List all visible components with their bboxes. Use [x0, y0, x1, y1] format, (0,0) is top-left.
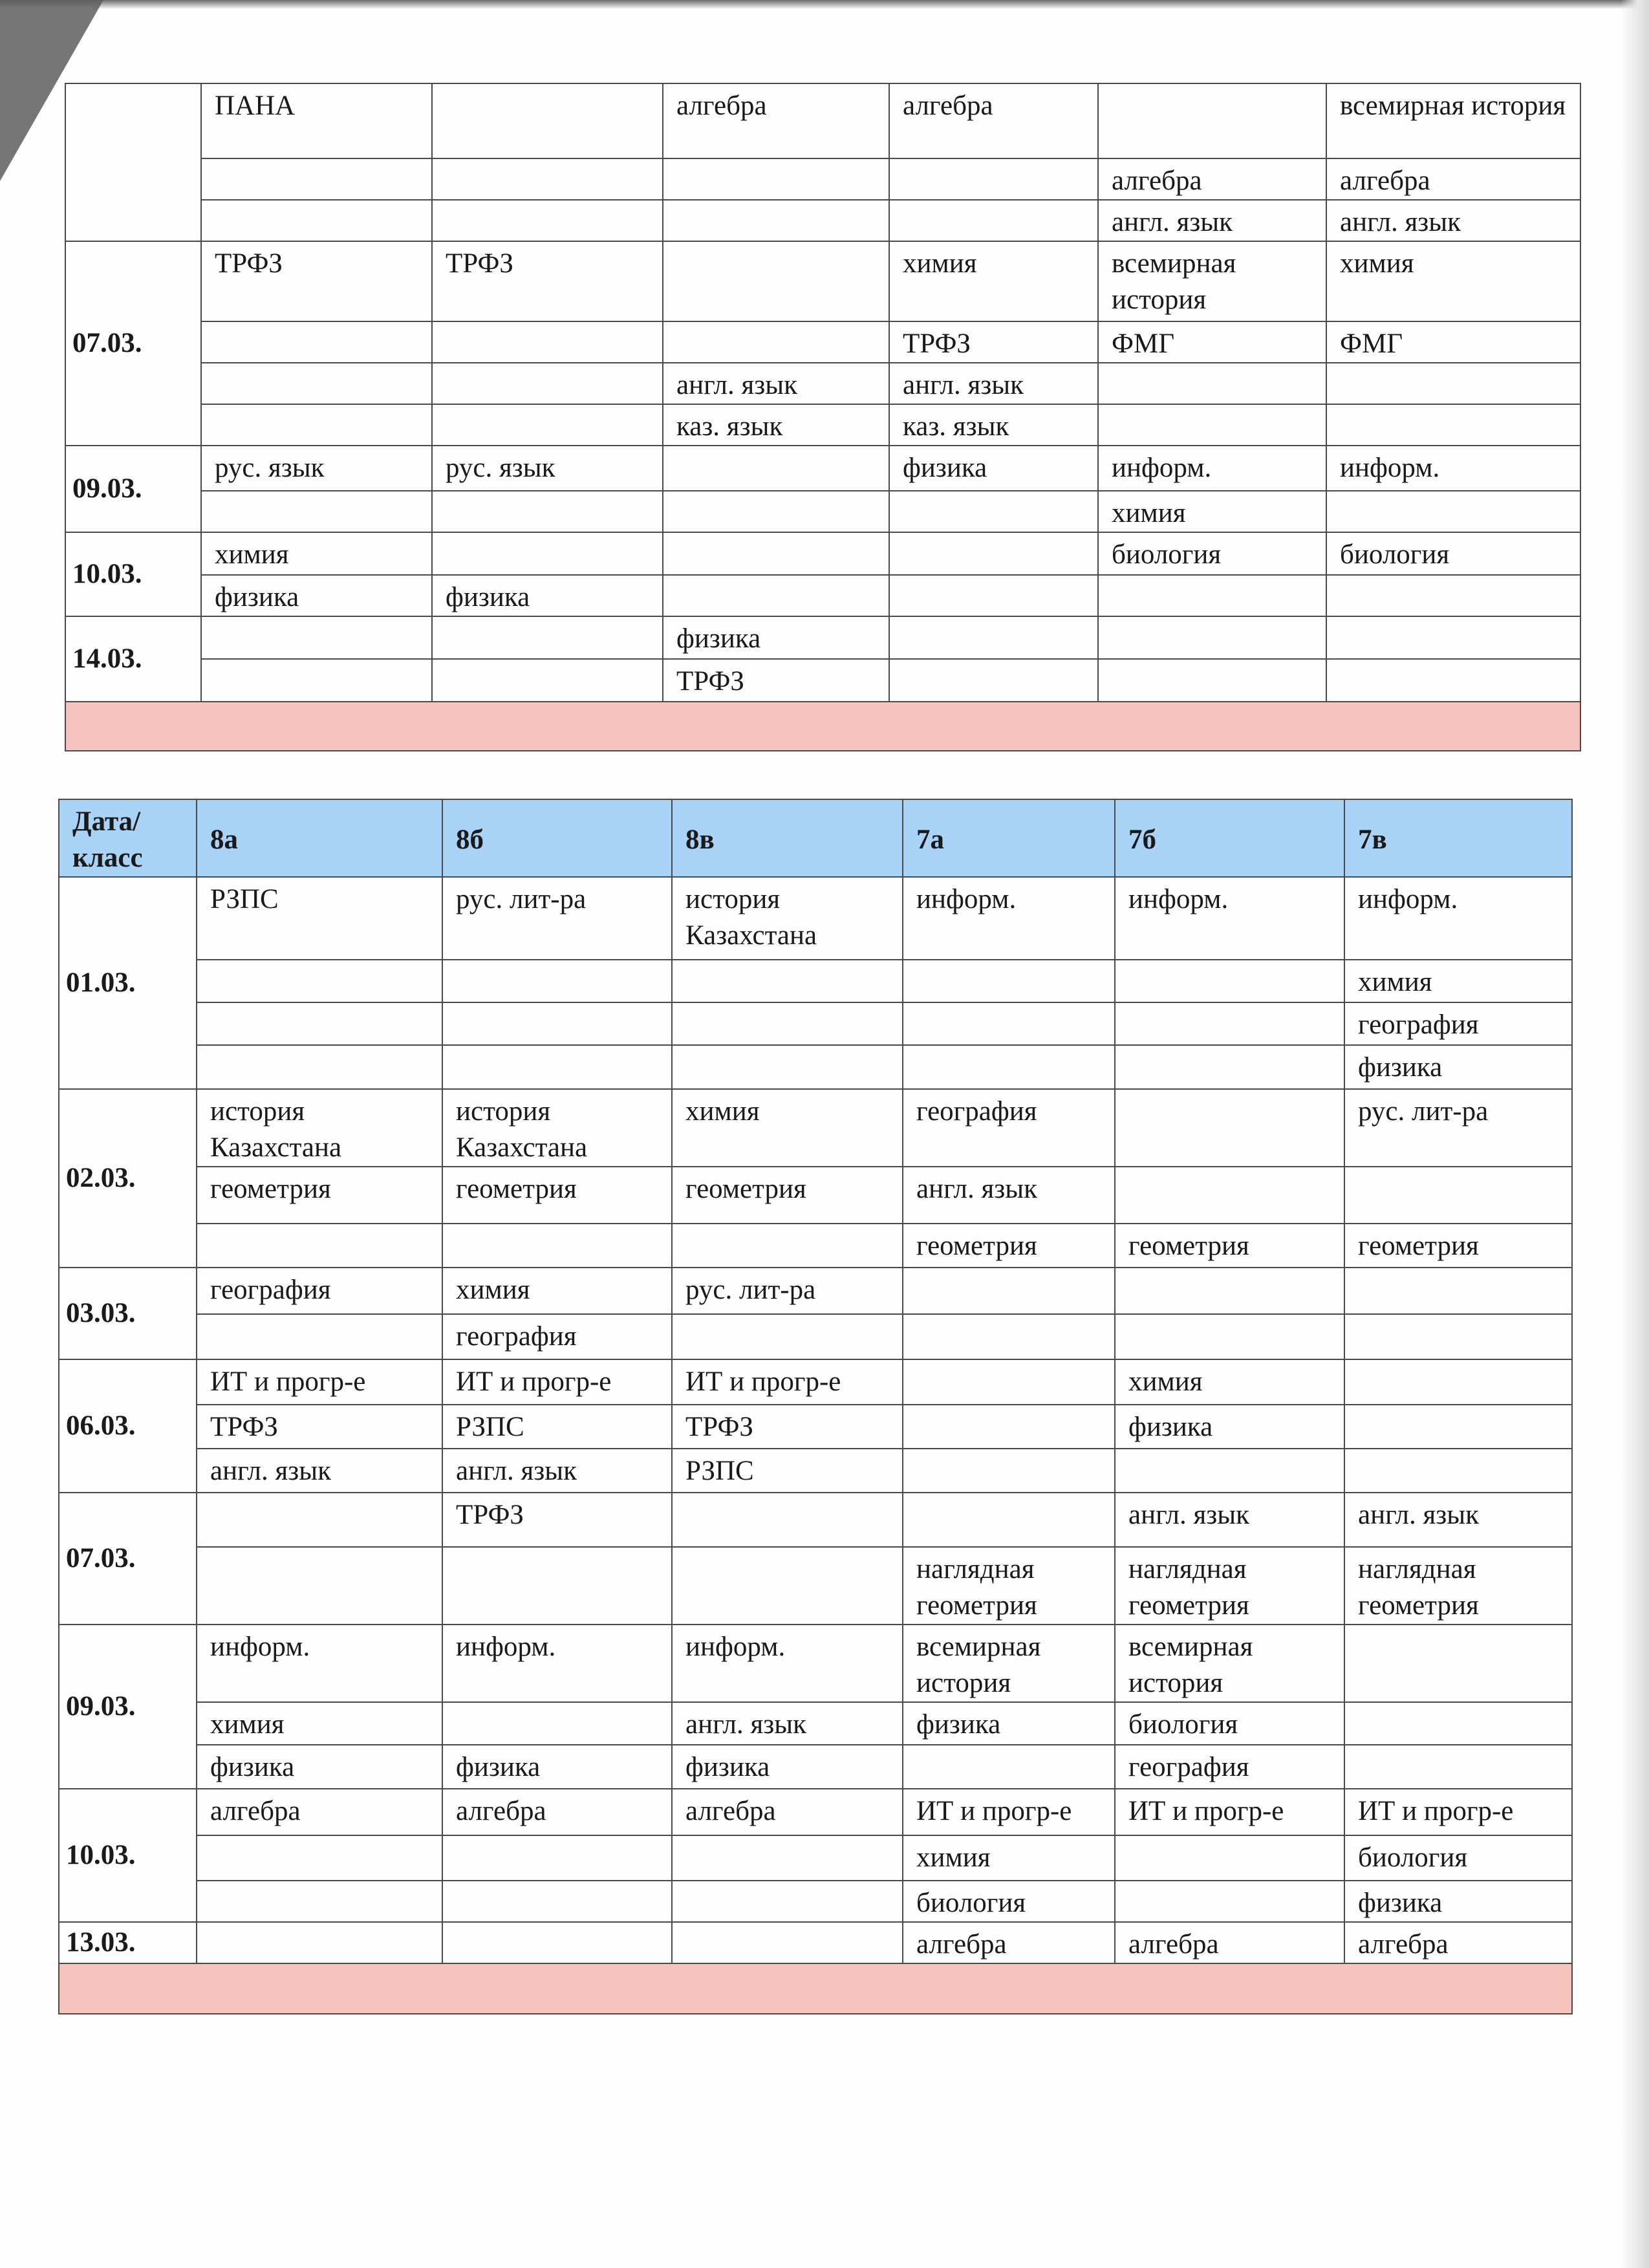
subject-cell	[1326, 363, 1580, 404]
subject-cell	[201, 158, 432, 200]
subject-cell	[201, 616, 432, 659]
table-row	[65, 404, 1580, 446]
table-row	[65, 200, 1580, 241]
subject-cell	[903, 1359, 1115, 1405]
subject-cell: геометрия	[1344, 1224, 1572, 1268]
subject-cell	[432, 659, 663, 702]
subject-cell	[201, 200, 432, 241]
subject-cell: биология	[1344, 1835, 1572, 1881]
subject-cell: информ.	[903, 877, 1115, 960]
subject-cell	[889, 158, 1098, 200]
subject-cell	[1344, 1314, 1572, 1359]
subject-cell: химия	[1098, 491, 1326, 532]
subject-cell	[1098, 83, 1326, 158]
subject-cell	[432, 200, 663, 241]
subject-cell	[663, 575, 889, 616]
date-cell: 01.03.	[59, 877, 197, 1089]
date-cell: 09.03.	[59, 1625, 197, 1789]
subject-cell	[889, 659, 1098, 702]
subject-cell: информ.	[1326, 446, 1580, 491]
subject-cell	[197, 1922, 442, 1963]
header-date-class: Дата/ класс	[59, 799, 197, 877]
subject-cell	[1344, 1268, 1572, 1314]
table-row	[59, 1922, 1572, 1963]
subject-cell	[1098, 404, 1326, 446]
table-row	[59, 1224, 1572, 1268]
subject-cell	[432, 616, 663, 659]
subject-cell	[672, 1002, 903, 1045]
subject-cell	[1115, 1167, 1344, 1224]
subject-cell	[1344, 1745, 1572, 1789]
subject-cell	[201, 659, 432, 702]
subject-cell: физика	[903, 1702, 1115, 1745]
subject-cell	[903, 1405, 1115, 1449]
subject-cell: химия	[889, 241, 1098, 321]
subject-cell	[1115, 960, 1344, 1002]
subject-cell: РЗПС	[442, 1405, 672, 1449]
subject-cell	[1344, 1625, 1572, 1702]
subject-cell	[197, 1835, 442, 1881]
table-header-row	[59, 799, 1572, 877]
header-class-3: 8в	[672, 799, 903, 877]
subject-cell	[442, 1002, 672, 1045]
table-row	[65, 616, 1580, 659]
subject-cell	[1326, 659, 1580, 702]
table-row	[65, 363, 1580, 404]
table-row	[65, 532, 1580, 575]
subject-cell: химия	[672, 1089, 903, 1167]
subject-cell: физика	[432, 575, 663, 616]
subject-cell: информ.	[197, 1625, 442, 1702]
subject-cell	[197, 1002, 442, 1045]
schedule-table-top	[65, 83, 1581, 751]
subject-cell	[889, 575, 1098, 616]
subject-cell	[1344, 1167, 1572, 1224]
subject-cell: физика	[889, 446, 1098, 491]
subject-cell	[903, 1314, 1115, 1359]
subject-cell: алгебра	[663, 83, 889, 158]
subject-cell	[1098, 616, 1326, 659]
subject-cell: рус. язык	[432, 446, 663, 491]
subject-cell	[903, 1268, 1115, 1314]
table-row	[59, 1835, 1572, 1881]
subject-cell	[1098, 363, 1326, 404]
subject-cell: наглядная геометрия	[1344, 1547, 1572, 1625]
table-row	[65, 321, 1580, 363]
table-footer-row	[59, 1963, 1572, 2014]
subject-cell	[1115, 1089, 1344, 1167]
subject-cell: биология	[1098, 532, 1326, 575]
subject-cell	[197, 1547, 442, 1625]
subject-cell: ТРФЗ	[889, 321, 1098, 363]
subject-cell: алгебра	[1098, 158, 1326, 200]
subject-cell: англ. язык	[903, 1167, 1115, 1224]
subject-cell: химия	[201, 532, 432, 575]
subject-cell: химия	[1326, 241, 1580, 321]
subject-cell	[442, 1835, 672, 1881]
subject-cell	[432, 83, 663, 158]
table-row	[59, 1268, 1572, 1314]
subject-cell: алгебра	[442, 1789, 672, 1835]
header-class-6: 7в	[1344, 799, 1572, 877]
subject-cell	[197, 1493, 442, 1547]
date-cell: 06.03.	[59, 1359, 197, 1493]
subject-cell: англ. язык	[672, 1702, 903, 1745]
subject-cell: всемирная история	[1115, 1625, 1344, 1702]
subject-cell: англ. язык	[442, 1449, 672, 1493]
table-row	[59, 1625, 1572, 1702]
subject-cell: ФМГ	[1326, 321, 1580, 363]
subject-cell: геометрия	[672, 1167, 903, 1224]
subject-cell	[442, 1547, 672, 1625]
subject-cell: англ. язык	[1098, 200, 1326, 241]
table-row	[59, 1405, 1572, 1449]
subject-cell	[432, 321, 663, 363]
date-cell: 02.03.	[59, 1089, 197, 1268]
subject-cell	[201, 321, 432, 363]
subject-cell: химия	[1344, 960, 1572, 1002]
subject-cell: информ.	[1115, 877, 1344, 960]
subject-cell: физика	[1344, 1881, 1572, 1922]
scan-shadow-top	[0, 0, 1649, 9]
schedule-table-bottom	[58, 799, 1573, 2014]
subject-cell: география	[1344, 1002, 1572, 1045]
footer-band	[65, 702, 1580, 751]
table-row	[59, 960, 1572, 1002]
subject-cell: ИТ и прогр-е	[442, 1359, 672, 1405]
subject-cell	[1115, 1835, 1344, 1881]
subject-cell: геометрия	[903, 1224, 1115, 1268]
subject-cell: всемирная история	[1326, 83, 1580, 158]
subject-cell: ПАНА	[201, 83, 432, 158]
subject-cell: история Казахстана	[672, 877, 903, 960]
subject-cell: информ.	[1098, 446, 1326, 491]
subject-cell	[903, 960, 1115, 1002]
subject-cell	[442, 1045, 672, 1089]
subject-cell: физика	[663, 616, 889, 659]
subject-cell	[201, 491, 432, 532]
subject-cell: всемирная история	[1098, 241, 1326, 321]
table-row	[59, 1881, 1572, 1922]
subject-cell	[903, 1449, 1115, 1493]
subject-cell: география	[197, 1268, 442, 1314]
subject-cell: география	[442, 1314, 672, 1359]
subject-cell: англ. язык	[1115, 1493, 1344, 1547]
subject-cell	[663, 446, 889, 491]
subject-cell: алгебра	[903, 1922, 1115, 1963]
subject-cell	[903, 1002, 1115, 1045]
table-row	[65, 83, 1580, 158]
subject-cell	[663, 158, 889, 200]
subject-cell	[889, 616, 1098, 659]
subject-cell	[1115, 1449, 1344, 1493]
subject-cell: геометрия	[442, 1167, 672, 1224]
table-row	[65, 446, 1580, 491]
subject-cell	[663, 491, 889, 532]
subject-cell: ТРФЗ	[432, 241, 663, 321]
subject-cell: ТРФЗ	[197, 1405, 442, 1449]
subject-cell	[1098, 575, 1326, 616]
subject-cell	[1344, 1702, 1572, 1745]
subject-cell: ИТ и прогр-е	[1344, 1789, 1572, 1835]
subject-cell: ФМГ	[1098, 321, 1326, 363]
subject-cell	[903, 1745, 1115, 1789]
subject-cell: англ. язык	[1344, 1493, 1572, 1547]
subject-cell: наглядная геометрия	[903, 1547, 1115, 1625]
subject-cell: физика	[442, 1745, 672, 1789]
subject-cell: география	[903, 1089, 1115, 1167]
subject-cell: англ. язык	[889, 363, 1098, 404]
subject-cell: физика	[1344, 1045, 1572, 1089]
subject-cell: ИТ и прогр-е	[1115, 1789, 1344, 1835]
subject-cell: алгебра	[889, 83, 1098, 158]
subject-cell: ТРФЗ	[663, 659, 889, 702]
subject-cell	[672, 1922, 903, 1963]
subject-cell	[197, 1045, 442, 1089]
subject-cell	[1326, 616, 1580, 659]
subject-cell: физика	[1115, 1405, 1344, 1449]
subject-cell	[197, 960, 442, 1002]
footer-band	[59, 1963, 1572, 2014]
table-row	[59, 1089, 1572, 1167]
table-row	[65, 158, 1580, 200]
subject-cell	[672, 960, 903, 1002]
subject-cell: англ. язык	[663, 363, 889, 404]
subject-cell	[889, 491, 1098, 532]
subject-cell: история Казахстана	[442, 1089, 672, 1167]
table-row	[65, 575, 1580, 616]
subject-cell: каз. язык	[889, 404, 1098, 446]
subject-cell	[1115, 1881, 1344, 1922]
subject-cell: алгебра	[197, 1789, 442, 1835]
subject-cell	[442, 1224, 672, 1268]
subject-cell: география	[1115, 1745, 1344, 1789]
subject-cell	[432, 404, 663, 446]
subject-cell	[432, 158, 663, 200]
subject-cell: ИТ и прогр-е	[903, 1789, 1115, 1835]
subject-cell	[903, 1493, 1115, 1547]
subject-cell	[672, 1881, 903, 1922]
subject-cell: история Казахстана	[197, 1089, 442, 1167]
subject-cell: наглядная геометрия	[1115, 1547, 1344, 1625]
subject-cell: рус. лит-ра	[1344, 1089, 1572, 1167]
subject-cell: химия	[1115, 1359, 1344, 1405]
subject-cell	[1115, 1045, 1344, 1089]
subject-cell: всемирная история	[903, 1625, 1115, 1702]
date-cell: 03.03.	[59, 1268, 197, 1359]
subject-cell	[663, 200, 889, 241]
subject-cell	[1344, 1359, 1572, 1405]
subject-cell	[889, 532, 1098, 575]
subject-cell: биология	[1115, 1702, 1344, 1745]
subject-cell: алгебра	[1326, 158, 1580, 200]
table-row	[59, 1002, 1572, 1045]
date-cell: 07.03.	[59, 1493, 197, 1625]
subject-cell: ИТ и прогр-е	[197, 1359, 442, 1405]
subject-cell	[672, 1045, 903, 1089]
subject-cell: информ.	[672, 1625, 903, 1702]
subject-cell: ИТ и прогр-е	[672, 1359, 903, 1405]
table-row	[59, 1314, 1572, 1359]
subject-cell: рус. лит-ра	[442, 877, 672, 960]
date-cell: 09.03.	[65, 446, 201, 532]
subject-cell	[1326, 575, 1580, 616]
table-row	[59, 1547, 1572, 1625]
table-row	[65, 659, 1580, 702]
subject-cell: ТРФЗ	[442, 1493, 672, 1547]
subject-cell: информ.	[1344, 877, 1572, 960]
header-class-1: 8а	[197, 799, 442, 877]
subject-cell	[442, 1881, 672, 1922]
subject-cell	[672, 1224, 903, 1268]
subject-cell	[1344, 1449, 1572, 1493]
subject-cell: физика	[672, 1745, 903, 1789]
subject-cell	[1115, 1314, 1344, 1359]
date-cell: 07.03.	[65, 241, 201, 446]
subject-cell	[672, 1314, 903, 1359]
subject-cell	[1115, 1268, 1344, 1314]
subject-cell	[442, 1702, 672, 1745]
table-row	[59, 1493, 1572, 1547]
date-cell: 13.03.	[59, 1922, 197, 1963]
subject-cell: рус. язык	[201, 446, 432, 491]
table-row	[59, 1359, 1572, 1405]
subject-cell: РЗПС	[672, 1449, 903, 1493]
subject-cell	[889, 200, 1098, 241]
subject-cell	[442, 960, 672, 1002]
subject-cell: химия	[197, 1702, 442, 1745]
subject-cell: англ. язык	[1326, 200, 1580, 241]
header-class-4: 7а	[903, 799, 1115, 877]
subject-cell: каз. язык	[663, 404, 889, 446]
subject-cell: алгебра	[672, 1789, 903, 1835]
table-row	[59, 1167, 1572, 1224]
table-row	[59, 877, 1572, 960]
table-footer-row	[65, 702, 1580, 751]
subject-cell: ТРФЗ	[201, 241, 432, 321]
subject-cell	[197, 1881, 442, 1922]
subject-cell: РЗПС	[197, 877, 442, 960]
subject-cell	[1098, 659, 1326, 702]
scan-edge-right	[1621, 0, 1649, 2268]
subject-cell: информ.	[442, 1625, 672, 1702]
subject-cell	[201, 363, 432, 404]
subject-cell	[663, 321, 889, 363]
subject-cell: геометрия	[197, 1167, 442, 1224]
subject-cell	[197, 1224, 442, 1268]
subject-cell	[432, 363, 663, 404]
subject-cell	[1115, 1002, 1344, 1045]
subject-cell	[1326, 491, 1580, 532]
subject-cell	[201, 404, 432, 446]
subject-cell	[442, 1922, 672, 1963]
subject-cell: физика	[197, 1745, 442, 1789]
subject-cell	[1326, 404, 1580, 446]
header-class-2: 8б	[442, 799, 672, 877]
table-row	[59, 1702, 1572, 1745]
date-cell: 10.03.	[65, 532, 201, 616]
table-row	[59, 1745, 1572, 1789]
subject-cell: биология	[1326, 532, 1580, 575]
subject-cell	[432, 532, 663, 575]
header-class-5: 7б	[1115, 799, 1344, 877]
subject-cell: ТРФЗ	[672, 1405, 903, 1449]
subject-cell: химия	[442, 1268, 672, 1314]
subject-cell	[663, 241, 889, 321]
subject-cell: химия	[903, 1835, 1115, 1881]
subject-cell	[903, 1045, 1115, 1089]
subject-cell: физика	[201, 575, 432, 616]
subject-cell	[197, 1314, 442, 1359]
date-cell: 14.03.	[65, 616, 201, 702]
date-cell: 10.03.	[59, 1789, 197, 1922]
subject-cell	[672, 1493, 903, 1547]
subject-cell: алгебра	[1115, 1922, 1344, 1963]
subject-cell: рус. лит-ра	[672, 1268, 903, 1314]
subject-cell	[432, 491, 663, 532]
table-row	[65, 241, 1580, 321]
table-row	[59, 1045, 1572, 1089]
subject-cell	[672, 1835, 903, 1881]
subject-cell	[1344, 1405, 1572, 1449]
subject-cell: англ. язык	[197, 1449, 442, 1493]
subject-cell	[663, 532, 889, 575]
table-row	[65, 491, 1580, 532]
table-row	[59, 1449, 1572, 1493]
subject-cell: геометрия	[1115, 1224, 1344, 1268]
subject-cell: биология	[903, 1881, 1115, 1922]
subject-cell	[672, 1547, 903, 1625]
table-row	[59, 1789, 1572, 1835]
date-cell	[65, 83, 201, 241]
subject-cell: алгебра	[1344, 1922, 1572, 1963]
